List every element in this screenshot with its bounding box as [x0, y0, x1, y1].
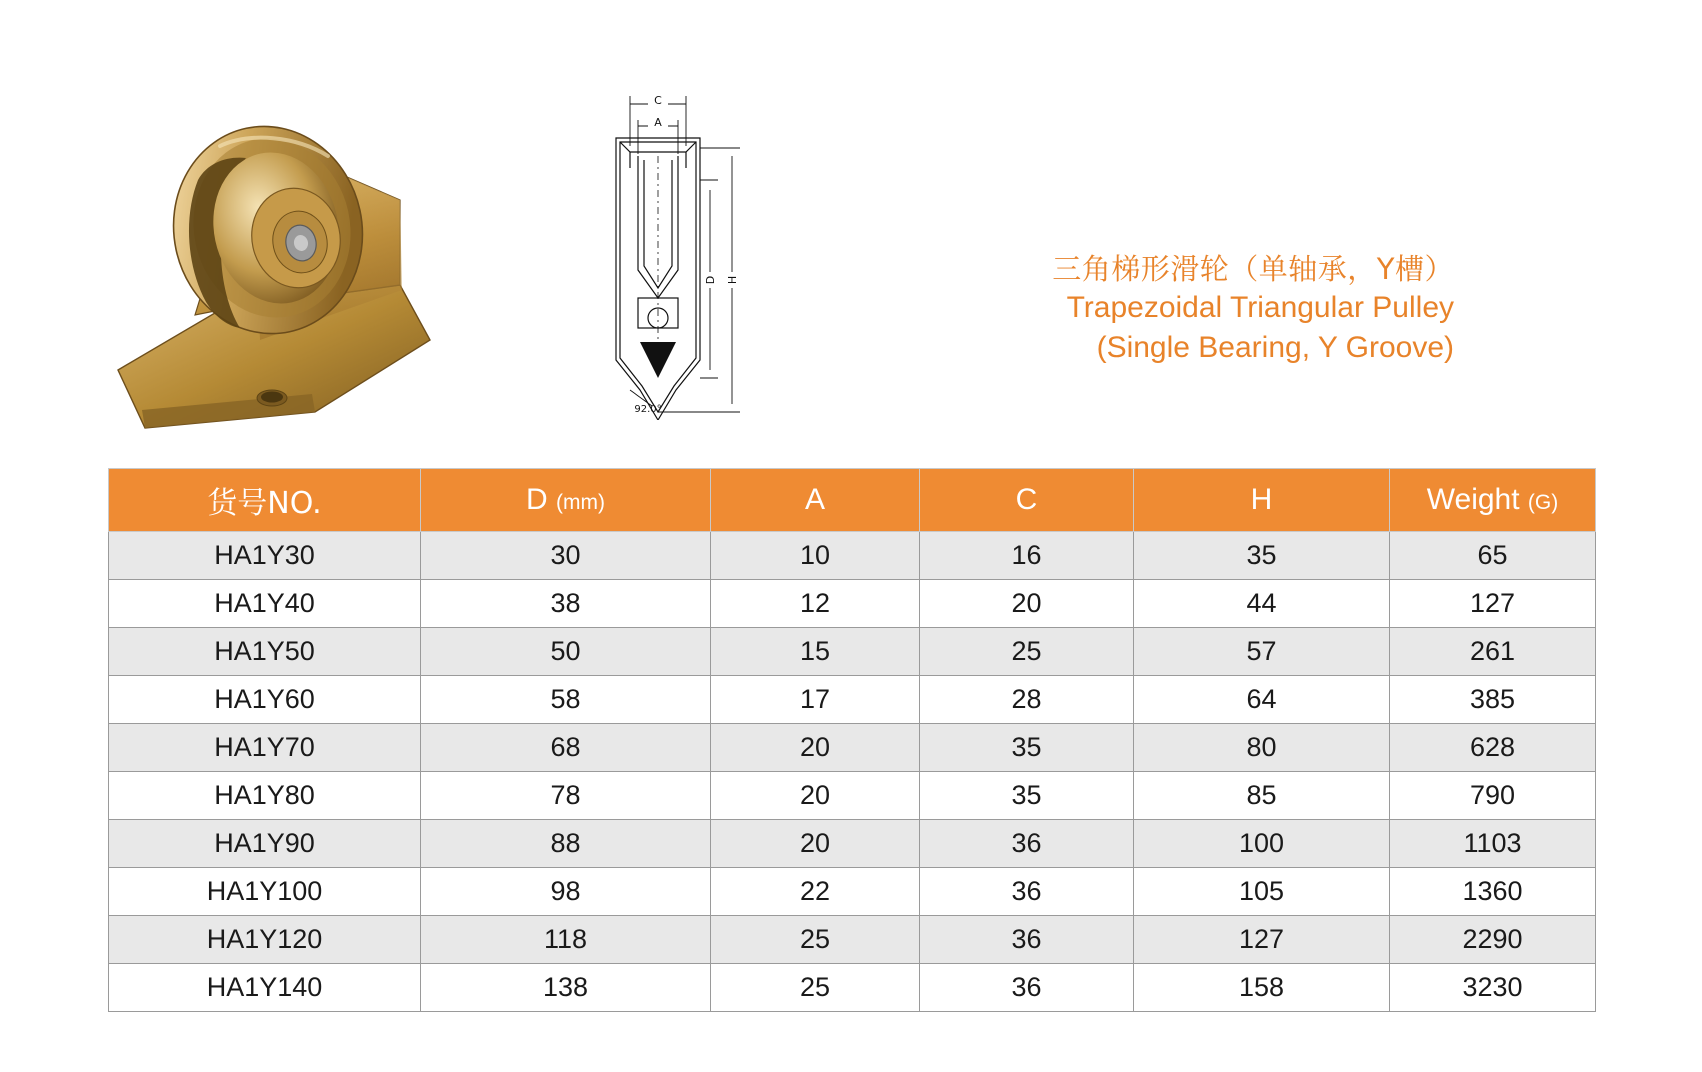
table-row: [109, 628, 1596, 676]
column-header-c: C: [920, 469, 1134, 532]
cell-no: HA1Y100: [109, 868, 421, 916]
cell-weight: 790: [1390, 772, 1596, 820]
cell-weight: 1103: [1390, 820, 1596, 868]
dim-label-a: A: [654, 116, 662, 129]
cell-c: 36: [920, 820, 1134, 868]
cell-c: 35: [920, 724, 1134, 772]
cell-a: 25: [711, 916, 920, 964]
cell-c: 36: [920, 916, 1134, 964]
cell-a: 10: [711, 532, 920, 580]
cell-h: 57: [1134, 628, 1390, 676]
specification-table: [108, 468, 1596, 1012]
column-header-weight: [1390, 469, 1596, 532]
cell-h: 35: [1134, 532, 1390, 580]
cell-d: 138: [421, 964, 711, 1012]
table-row: [109, 820, 1596, 868]
cell-d: 118: [421, 916, 711, 964]
cell-c: 16: [920, 532, 1134, 580]
cell-h: 105: [1134, 868, 1390, 916]
product-title-chinese: 三角梯形滑轮（单轴承，Y槽）: [1052, 252, 1454, 286]
table-row: [109, 724, 1596, 772]
product-title-english-line1: Trapezoidal Triangular Pulley: [1066, 291, 1454, 325]
cell-a: 22: [711, 868, 920, 916]
cell-h: 127: [1134, 916, 1390, 964]
dim-label-angle: 92.0°: [634, 404, 662, 415]
cell-a: 20: [711, 724, 920, 772]
cell-c: 25: [920, 628, 1134, 676]
table-body: [109, 532, 1596, 1012]
column-header-a: A: [711, 469, 920, 532]
pulley-photo-illustration: [100, 40, 460, 430]
cell-a: 15: [711, 628, 920, 676]
table-row: [109, 772, 1596, 820]
cell-weight: 3230: [1390, 964, 1596, 1012]
column-header-no: 货号NO.: [109, 469, 421, 532]
column-header-weight-label: Weight: [1426, 483, 1520, 516]
table-row: [109, 532, 1596, 580]
table-row: [109, 676, 1596, 724]
cell-a: 20: [711, 820, 920, 868]
cell-d: 68: [421, 724, 711, 772]
table-header-row: [109, 469, 1596, 532]
dim-label-c: C: [654, 94, 662, 107]
cell-c: 20: [920, 580, 1134, 628]
product-photo: [100, 40, 460, 430]
cell-h: 44: [1134, 580, 1390, 628]
cell-c: 35: [920, 772, 1134, 820]
product-title-english-line2: (Single Bearing, Y Groove): [1096, 330, 1454, 364]
column-header-weight-unit: (G): [1527, 491, 1559, 514]
table-row: [109, 916, 1596, 964]
cell-no: HA1Y120: [109, 916, 421, 964]
cell-no: HA1Y50: [109, 628, 421, 676]
cell-h: 80: [1134, 724, 1390, 772]
cell-d: 98: [421, 868, 711, 916]
cell-d: 78: [421, 772, 711, 820]
cell-weight: 2290: [1390, 916, 1596, 964]
cell-d: 30: [421, 532, 711, 580]
cell-h: 64: [1134, 676, 1390, 724]
cell-a: 25: [711, 964, 920, 1012]
cell-no: HA1Y70: [109, 724, 421, 772]
cell-a: 20: [711, 772, 920, 820]
product-title-block: [1052, 250, 1454, 367]
cell-d: 88: [421, 820, 711, 868]
cell-a: 17: [711, 676, 920, 724]
dim-label-d: D: [704, 275, 717, 285]
cell-d: 38: [421, 580, 711, 628]
cross-section-drawing: [600, 60, 800, 420]
cell-no: HA1Y60: [109, 676, 421, 724]
cell-d: 50: [421, 628, 711, 676]
cell-d: 58: [421, 676, 711, 724]
cell-c: 28: [920, 676, 1134, 724]
table-row: [109, 868, 1596, 916]
cell-weight: 127: [1390, 580, 1596, 628]
column-header-d-label: D: [526, 483, 548, 516]
cell-no: HA1Y30: [109, 532, 421, 580]
technical-drawing: [600, 60, 800, 420]
cell-a: 12: [711, 580, 920, 628]
cell-weight: 65: [1390, 532, 1596, 580]
cell-weight: 385: [1390, 676, 1596, 724]
cell-h: 158: [1134, 964, 1390, 1012]
cell-weight: 1360: [1390, 868, 1596, 916]
cell-no: HA1Y80: [109, 772, 421, 820]
column-header-d: [421, 469, 711, 532]
cell-h: 100: [1134, 820, 1390, 868]
dim-label-h: H: [726, 275, 739, 285]
cell-weight: 628: [1390, 724, 1596, 772]
cell-weight: 261: [1390, 628, 1596, 676]
cell-no: HA1Y90: [109, 820, 421, 868]
table-row: [109, 580, 1596, 628]
table-row: [109, 964, 1596, 1012]
cell-no: HA1Y40: [109, 580, 421, 628]
cell-h: 85: [1134, 772, 1390, 820]
column-header-d-unit: (mm): [556, 491, 605, 514]
cell-c: 36: [920, 964, 1134, 1012]
cell-c: 36: [920, 868, 1134, 916]
cell-no: HA1Y140: [109, 964, 421, 1012]
column-header-h: H: [1134, 469, 1390, 532]
